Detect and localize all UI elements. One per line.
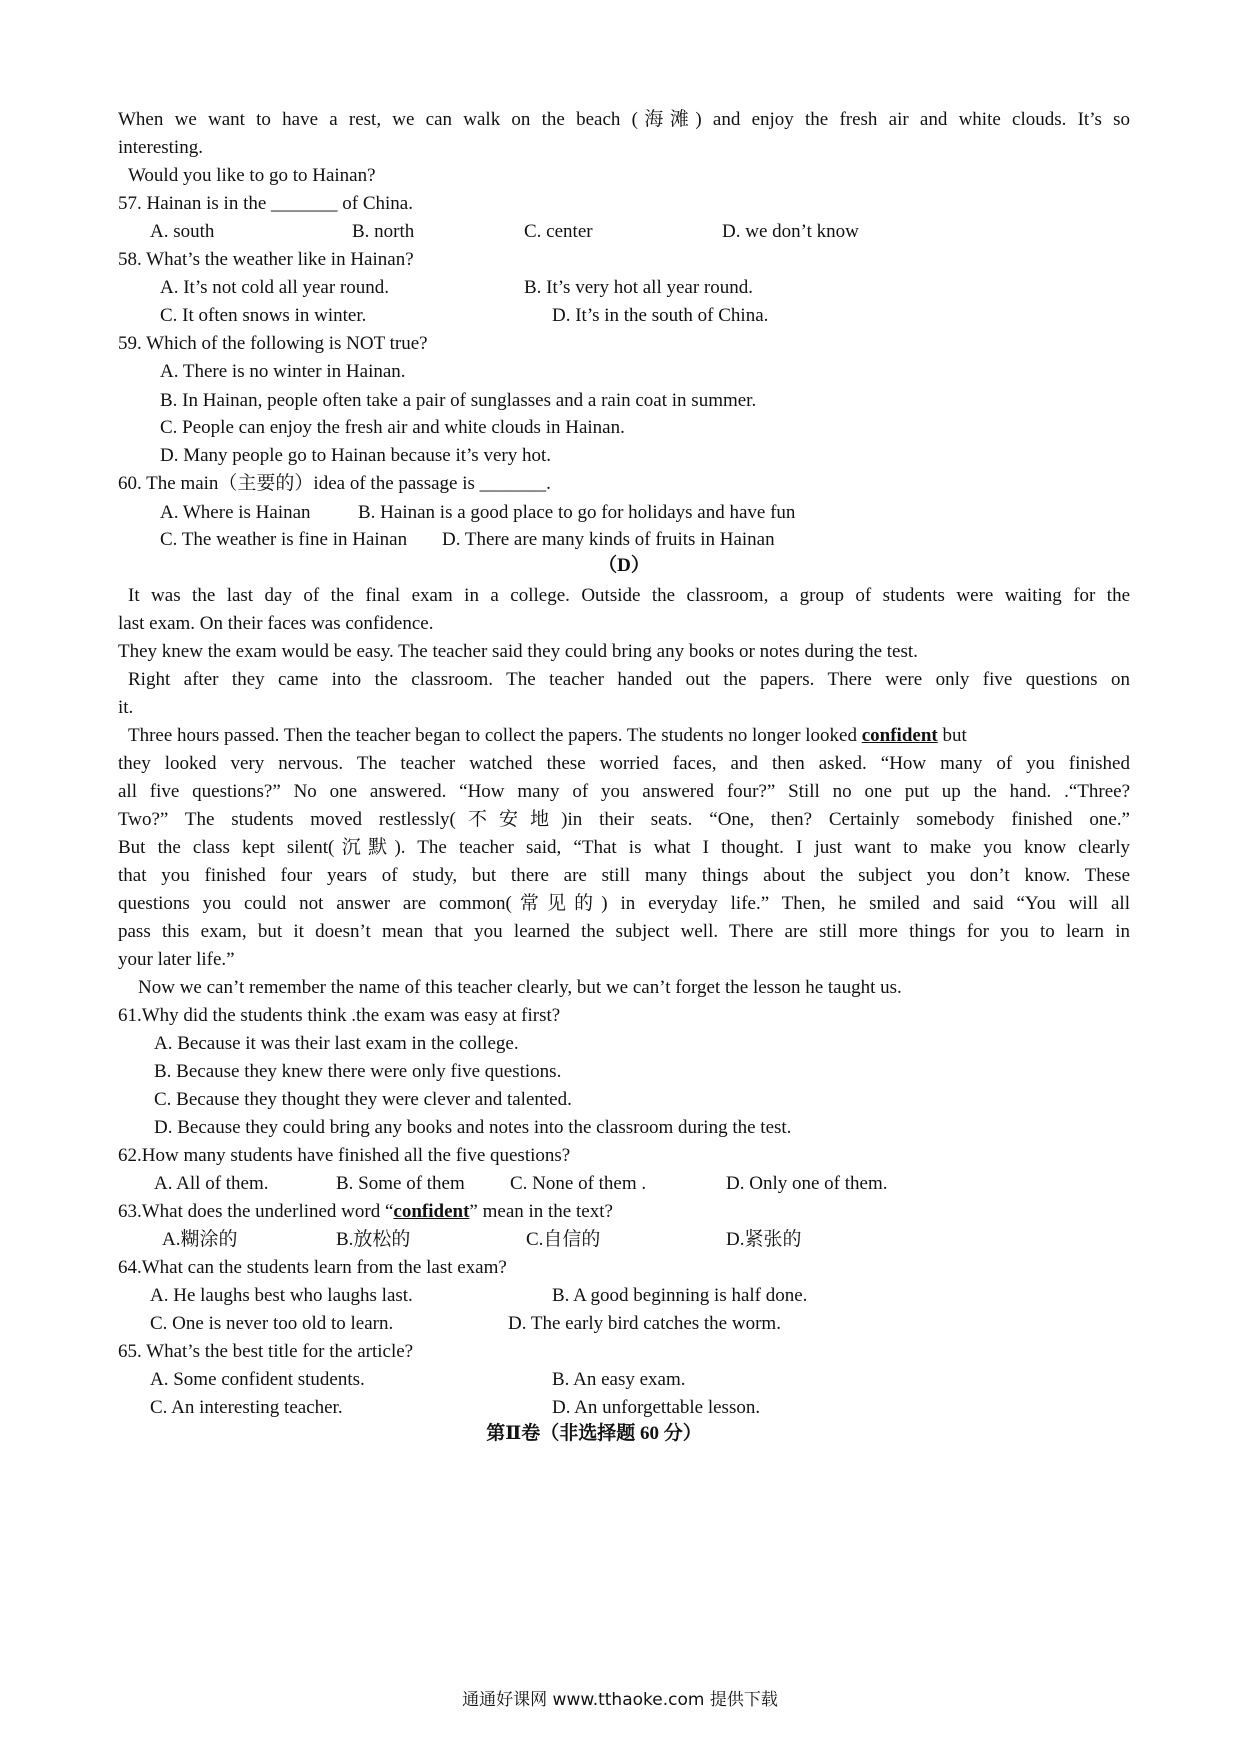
question-60-option-a: A. Where is Hainan [160, 502, 311, 523]
question-65-stem: 65. What’s the best title for the article? [118, 1341, 414, 1362]
question-62-option-b: B. Some of them [336, 1173, 465, 1194]
passage-d-line-14: your later life.” [118, 949, 235, 970]
passage-d-line-6-end: but [942, 725, 967, 746]
question-64-option-c: C. One is never too old to learn. [150, 1313, 394, 1334]
question-63-option-b: B.放松的 [336, 1229, 411, 1250]
passage-d-line-6-text: Three hours passed. Then the teacher began to collect the papers. The students no longer looked [128, 725, 857, 746]
passage-d-line-8: all five questions?” No one answered. “How many of you answered four?” Still no one put up the hand. .“Three? [118, 781, 1130, 802]
passage-d-line-7: they looked very nervous. The teacher watched these worried faces, and then asked. “How many of you finished [118, 753, 1130, 774]
passage-d-line-6 [128, 724, 967, 748]
question-59-option-b: B. In Hainan, people often take a pair of sunglasses and a rain coat in summer. [160, 390, 757, 411]
passage-d-line-11: that you finished four years of study, but there are still many things about the subject you don’t know. These [118, 865, 1130, 886]
question-65-option-b: B. An easy exam. [552, 1369, 686, 1390]
intro-line-2: interesting. [118, 137, 203, 158]
question-61-option-d: D. Because they could bring any books and notes into the classroom during the test. [154, 1117, 792, 1138]
passage-d-line-10: But the class kept silent(沉默). The teacher said, “That is what I thought. I just want to make you know clearly [118, 837, 1130, 858]
question-58-option-b: B. It’s very hot all year round. [524, 277, 754, 298]
question-63-stem [118, 1200, 613, 1224]
question-57-option-d: D. we don’t know [722, 221, 859, 242]
question-64-stem: 64.What can the students learn from the last exam? [118, 1257, 507, 1278]
question-62-option-c: C. None of them . [510, 1173, 647, 1194]
question-63-stem-pre: 63.What does the underlined word “ [118, 1201, 394, 1222]
question-57-option-a: A. south [150, 221, 215, 242]
intro-line-3: Would you like to go to Hainan? [128, 165, 376, 186]
question-63-option-a: A.糊涂的 [162, 1229, 238, 1250]
passage-d-line-15: Now we can’t remember the name of this teacher clearly, but we can’t forget the lesson he taught us. [138, 977, 902, 998]
question-65-option-a: A. Some confident students. [150, 1369, 365, 1390]
underlined-word-confident: confident [861, 725, 938, 746]
question-63-stem-post: ” mean in the text? [469, 1201, 613, 1222]
passage-d-line-13: pass this exam, but it doesn’t mean that you learned the subject well. There are still more things for you to learn in [118, 921, 1130, 942]
passage-d-line-2: last exam. On their faces was confidence. [118, 613, 434, 634]
question-58-option-d: D. It’s in the south of China. [552, 305, 769, 326]
question-61-option-a: A. Because it was their last exam in the college. [154, 1033, 519, 1054]
passage-d-line-4: Right after they came into the classroom. The teacher handed out the papers. There were only five questions on [128, 669, 1130, 690]
question-64-option-a: A. He laughs best who laughs last. [150, 1285, 413, 1306]
question-63-underlined-word: confident [393, 1201, 470, 1222]
intro-line-1: When we want to have a rest, we can walk on the beach (海滩) and enjoy the fresh air and white clouds. It’s so [118, 109, 1130, 130]
question-61-option-c: C. Because they thought they were clever and talented. [154, 1089, 572, 1110]
question-61-option-b: B. Because they knew there were only five questions. [154, 1061, 562, 1082]
question-58-option-a: A. It’s not cold all year round. [160, 277, 390, 298]
question-63-option-c: C.自信的 [526, 1229, 601, 1250]
passage-d-line-3: They knew the exam would be easy. The teacher said they could bring any books or notes during the test. [118, 641, 918, 662]
question-64-option-d: D. The early bird catches the worm. [508, 1313, 781, 1334]
passage-d-line-1: It was the last day of the final exam in a college. Outside the classroom, a group of students were waiting for the [128, 585, 1130, 606]
question-57-stem: 57. Hainan is in the _______ of China. [118, 193, 413, 214]
section-d-heading: （D） [598, 555, 650, 576]
question-57-option-c: C. center [524, 221, 593, 242]
question-60-option-d: D. There are many kinds of fruits in Hainan [442, 529, 775, 550]
question-59-option-a: A. There is no winter in Hainan. [160, 361, 406, 382]
question-63-option-d: D.紧张的 [726, 1229, 802, 1250]
question-62-stem: 62.How many students have finished all the five questions? [118, 1145, 571, 1166]
question-65-option-c: C. An interesting teacher. [150, 1397, 343, 1418]
passage-d-line-9: Two?” The students moved restlessly(不安地)in their seats. “One, then? Certainly somebody finished one.” [118, 809, 1130, 830]
part-2-heading: 第Ⅱ卷（非选择题 60 分） [486, 1423, 702, 1444]
passage-d-line-5: it. [118, 697, 134, 718]
question-59-option-c: C. People can enjoy the fresh air and white clouds in Hainan. [160, 417, 625, 438]
question-61-stem: 61.Why did the students think .the exam was easy at first? [118, 1005, 561, 1026]
question-58-option-c: C. It often snows in winter. [160, 305, 367, 326]
question-65-option-d: D. An unforgettable lesson. [552, 1397, 761, 1418]
question-62-option-d: D. Only one of them. [726, 1173, 888, 1194]
question-59-option-d: D. Many people go to Hainan because it’s very hot. [160, 445, 551, 466]
question-60-option-b: B. Hainan is a good place to go for holidays and have fun [358, 502, 796, 523]
footer-source: 通通好课网 www.tthaoke.com 提供下载 [462, 1690, 778, 1710]
passage-d-line-12: questions you could not answer are common(常见的) in everyday life.” Then, he smiled and said “You will all [118, 893, 1130, 914]
question-60-option-c: C. The weather is fine in Hainan [160, 529, 408, 550]
question-64-option-b: B. A good beginning is half done. [552, 1285, 808, 1306]
question-57-option-b: B. north [352, 221, 415, 242]
question-60-stem: 60. The main（主要的）idea of the passage is _______. [118, 473, 551, 494]
question-62-option-a: A. All of them. [154, 1173, 269, 1194]
question-58-stem: 58. What’s the weather like in Hainan? [118, 249, 414, 270]
question-59-stem: 59. Which of the following is NOT true? [118, 333, 428, 354]
